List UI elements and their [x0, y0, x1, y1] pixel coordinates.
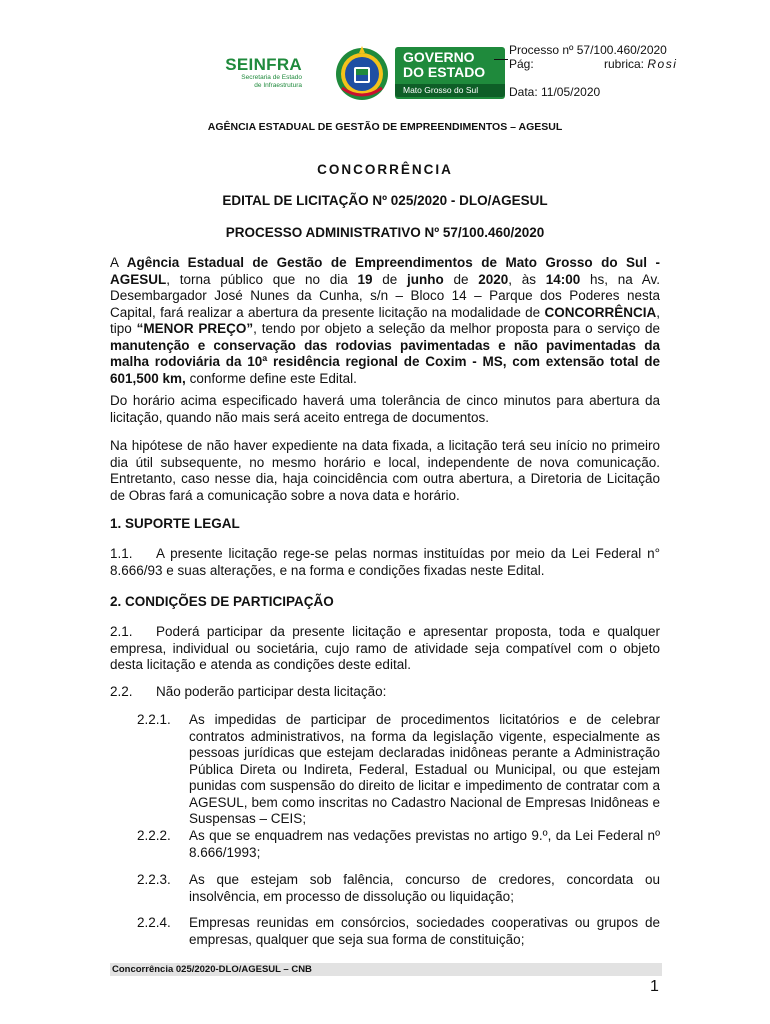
item-2-2-text: Não poderão participar desta licitação: — [156, 684, 387, 699]
section-1-title: 1. SUPORTE LEGAL — [110, 516, 240, 531]
process-stamp — [509, 43, 678, 99]
item-2-2-4-text: Empresas reunidas em consórcios, sociedades cooperativas ou grupos de empresas, qualquer que seja sua forma de constituição; — [189, 915, 660, 947]
item-2-2-1-text: As impedidas de participar de procedimentos licitatórios e de celebrar contratos administrativos, na forma da legislação vigente, especialmente as pessoas jurídicas que estejam declaradas inidôneas perante a Administração Pública Direta ou Indireta, Federal, Estadual ou Municipal, ou que estejam punidas com suspensão do direito de licitar e impedimento de contratar com a AGESUL, bem como inscritas no Cadastro Nacional de Empresas Inidôneas e Suspensas – CEIS; — [189, 712, 660, 826]
footer-text: Concorrência 025/2020-DLO/AGESUL – CNB — [112, 964, 312, 975]
seinfra-logo — [222, 56, 302, 89]
item-2-2-4-number: 2.2.4. — [137, 915, 171, 930]
process-date: Data: 11/05/2020 — [509, 85, 601, 99]
state-crest-icon — [334, 44, 390, 102]
item-2-2-2-text: As que se enquadrem nas vedações previstas no artigo 9.º, da Lei Federal nº 8.666/1993; — [189, 828, 660, 860]
page-label: Pág: — [509, 57, 534, 71]
seinfra-subtitle-2: de Infraestrutura — [254, 81, 302, 89]
tolerance-paragraph: Do horário acima especificado haverá uma tolerância de cinco minutos para abertura da licitação, quando não mais será aceito entrega de documentos. — [110, 393, 660, 425]
process-number: Processo nº 57/100.460/2020 — [509, 43, 667, 57]
governo-logo — [395, 47, 505, 99]
intro-paragraph: A Agência Estadual de Gestão de Empreendimentos de Mato Grosso do Sul - AGESUL, torna público que no dia 19 de junho de 2020, às 14:00 hs, na Av. Desembargador José Nunes da Cunha, s/n – Bloco 14 – Parque dos Poderes nesta Capital, fará realizar a abertura da presente licitação na modalidade de CONCORRÊNCIA, tipo “MENOR PREÇO”, tendo por objeto a seleção da melhor proposta para o serviço de manutenção e conservação das rodovias pavimentadas e não pavimentadas da malha rodoviária da 10ª residência regional de Coxim - MS, com extensão total de 601,500 km, conforme define este Edital. — [110, 255, 660, 386]
edital-title: EDITAL DE LICITAÇÃO Nº 025/2020 - DLO/AGESUL — [222, 193, 548, 208]
item-2-1-number: 2.1. — [110, 624, 133, 639]
governo-line-2: DO ESTADO — [403, 64, 486, 80]
seinfra-subtitle-1: Secretaria de Estado — [241, 74, 302, 81]
processo-title: PROCESSO ADMINISTRATIVO Nº 57/100.460/2020 — [225, 225, 545, 240]
rubrica: rubrica: Rosi — [604, 57, 678, 71]
item-2-1-text: Poderá participar da presente licitação e apresentar proposta, toda e qualquer empresa, individual ou societária, cujo ramo de atividade seja compatível com o objeto desta licitação e atenda as condições deste edital. — [110, 624, 660, 672]
item-2-2-3-number: 2.2.3. — [137, 872, 171, 887]
agency-title: AGÊNCIA ESTADUAL DE GESTÃO DE EMPREENDIMENTOS – AGESUL — [207, 121, 563, 133]
page-number: 1 — [650, 978, 659, 995]
item-1-1-text: A presente licitação rege-se pelas normas instituídas por meio da Lei Federal n° 8.666/93 e suas alterações, e na forma e condições fixadas neste Edital. — [110, 546, 660, 578]
header-logos — [222, 44, 507, 106]
section-2-title: 2. CONDIÇÕES DE PARTICIPAÇÃO — [110, 594, 334, 609]
item-1-1-number: 1.1. — [110, 546, 133, 561]
item-2-2-2-number: 2.2.2. — [137, 828, 171, 843]
governo-line-1: GOVERNO — [403, 49, 475, 65]
header-divider — [494, 59, 508, 60]
governo-line-3: Mato Grosso do Sul — [395, 84, 505, 97]
item-2-2-number: 2.2. — [110, 684, 133, 699]
holiday-paragraph: Na hipótese de não haver expediente na data fixada, a licitação terá seu início no primeiro dia útil subsequente, no mesmo horário e local, independente de nova comunicação. Entretanto, caso nesse dia, haja coincidência com outra abertura, a Diretoria de Licitação de Obras fará a comunicação sobre a nova data e horário. — [110, 438, 660, 503]
item-2-2-3-text: As que estejam sob falência, concurso de credores, concordata ou insolvência, em processo de dissolução ou liquidação; — [189, 872, 660, 904]
rubrica-value: Rosi — [647, 57, 678, 71]
item-2-2-1-number: 2.2.1. — [137, 712, 171, 727]
seinfra-name: SEINFRA — [225, 55, 302, 74]
doc-title: CONCORRÊNCIA — [317, 162, 453, 177]
